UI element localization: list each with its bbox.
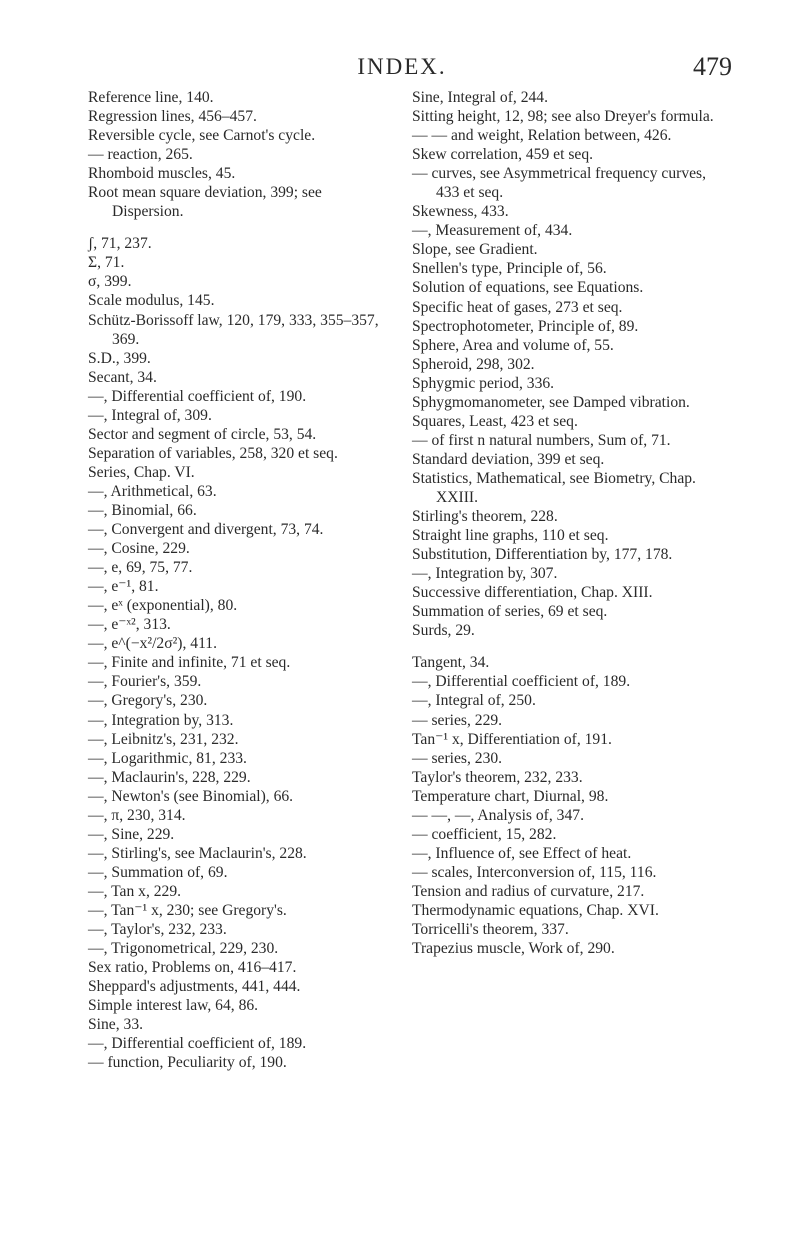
index-entry: Slope, see Gradient. bbox=[412, 241, 538, 259]
index-entry: Skew correlation, 459 et seq. bbox=[412, 146, 594, 164]
index-entry: Scale modulus, 145. bbox=[88, 292, 215, 310]
index-entry: Simple interest law, 64, 86. bbox=[88, 997, 259, 1015]
index-entry: — series, 229. bbox=[412, 711, 503, 729]
index-entry: —, Integral of, 309. bbox=[88, 406, 212, 424]
index-entry: Solution of equations, see Equations. bbox=[412, 279, 644, 297]
index-entry: Sphygmic period, 336. bbox=[412, 374, 555, 392]
index-entry: Sector and segment of circle, 53, 54. bbox=[88, 425, 317, 443]
index-entry: Specific heat of gases, 273 et seq. bbox=[412, 298, 623, 316]
index-entry: —, Integral of, 250. bbox=[412, 692, 536, 710]
index-entry: —, Convergent and divergent, 73, 74. bbox=[88, 521, 324, 539]
index-entry: Snellen's type, Principle of, 56. bbox=[412, 260, 607, 278]
index-entry: — — and weight, Relation between, 426. bbox=[412, 127, 672, 145]
index-entry: Root mean square deviation, 399; see Dispersion. bbox=[88, 184, 322, 221]
page-header bbox=[72, 52, 732, 84]
index-entry: Stirling's theorem, 228. bbox=[412, 508, 558, 526]
index-entry: Tension and radius of curvature, 217. bbox=[412, 882, 645, 900]
index-entry: —, Taylor's, 232, 233. bbox=[88, 921, 227, 939]
index-entry: Squares, Least, 423 et seq. bbox=[412, 412, 578, 430]
index-entry: —, Stirling's, see Maclaurin's, 228. bbox=[88, 844, 307, 862]
index-entry: — series, 230. bbox=[412, 749, 503, 767]
index-entry: —, Logarithmic, 81, 233. bbox=[88, 749, 247, 767]
index-entry: —, Differential coefficient of, 190. bbox=[88, 387, 307, 405]
index-entry: —, Integration by, 307. bbox=[412, 565, 558, 583]
index-entry: Reference line, 140. bbox=[88, 89, 214, 106]
index-entry: Separation of variables, 258, 320 et seq. bbox=[88, 444, 338, 462]
index-entry: —, Maclaurin's, 228, 229. bbox=[88, 768, 251, 786]
index-entry: —, Leibnitz's, 231, 232. bbox=[88, 730, 239, 748]
index-entry: Regression lines, 456–457. bbox=[88, 108, 257, 126]
index-entry: — scales, Interconversion of, 115, 116. bbox=[412, 863, 657, 881]
index-entry: Sex ratio, Problems on, 416–417. bbox=[88, 959, 297, 977]
index-entry: — reaction, 265. bbox=[88, 146, 193, 164]
index-entry: —, Tan x, 229. bbox=[88, 882, 182, 900]
index-entry: Σ, 71. bbox=[88, 254, 125, 272]
index-entry: —, Differential coefficient of, 189. bbox=[412, 673, 631, 691]
section-gap bbox=[88, 221, 388, 234]
index-column-right bbox=[412, 88, 732, 958]
index-entry: — curves, see Asymmetrical frequency curves, 433 et seq. bbox=[412, 165, 707, 202]
index-entry: —, e⁻¹, 81. bbox=[88, 578, 159, 596]
index-entry: Sitting height, 12, 98; see also Dreyer's formula. bbox=[412, 108, 714, 126]
index-entry: —, Fourier's, 359. bbox=[88, 673, 202, 691]
index-entry: —, e^(−x²/2σ²), 411. bbox=[88, 635, 217, 653]
index-entry: —, Influence of, see Effect of heat. bbox=[412, 844, 632, 862]
index-entry: —, eˣ (exponential), 80. bbox=[88, 597, 238, 615]
index-entry: Secant, 34. bbox=[88, 368, 157, 386]
index-entry: Successive differentiation, Chap. XIII. bbox=[412, 584, 653, 602]
index-entry: —, Binomial, 66. bbox=[88, 501, 197, 519]
index-entry: Tan⁻¹ x, Differentiation of, 191. bbox=[412, 730, 612, 748]
index-entry: Statistics, Mathematical, see Biometry, Chap. XXIII. bbox=[412, 469, 696, 506]
index-entry: Trapezius muscle, Work of, 290. bbox=[412, 940, 615, 958]
index-entry: Standard deviation, 399 et seq. bbox=[412, 450, 605, 468]
index-entry: Rhomboid muscles, 45. bbox=[88, 165, 236, 183]
index-entry: —, π, 230, 314. bbox=[88, 806, 186, 824]
index-entry: Schütz-Borissoff law, 120, 179, 333, 355–357, 369. bbox=[88, 311, 379, 348]
index-entry: Series, Chap. VI. bbox=[88, 463, 195, 481]
index-entry: —, e⁻ˣ², 313. bbox=[88, 616, 171, 634]
index-entry: Surds, 29. bbox=[412, 622, 475, 640]
index-entry: — —, —, Analysis of, 347. bbox=[412, 806, 584, 824]
index-entry: —, Differential coefficient of, 189. bbox=[88, 1035, 307, 1053]
index-entry: Taylor's theorem, 232, 233. bbox=[412, 768, 583, 786]
index-entry: Torricelli's theorem, 337. bbox=[412, 921, 569, 939]
running-title: INDEX. bbox=[357, 54, 447, 79]
index-entry: Tangent, 34. bbox=[412, 654, 490, 672]
index-entry: Thermodynamic equations, Chap. XVI. bbox=[412, 901, 659, 919]
index-entry: —, Trigonometrical, 229, 230. bbox=[88, 940, 279, 958]
index-entry: — coefficient, 15, 282. bbox=[412, 825, 557, 843]
page-number: 479 bbox=[693, 52, 732, 81]
index-entry: — of first n natural numbers, Sum of, 71. bbox=[412, 431, 671, 449]
index-entry: S.D., 399. bbox=[88, 349, 151, 367]
index-entry: —, Tan⁻¹ x, 230; see Gregory's. bbox=[88, 901, 287, 919]
index-entry: Sine, 33. bbox=[88, 1016, 144, 1034]
index-entry: Spectrophotometer, Principle of, 89. bbox=[412, 317, 639, 335]
index-column-left bbox=[88, 88, 388, 1072]
index-entry: Spheroid, 298, 302. bbox=[412, 355, 535, 373]
index-entry: —, Arithmetical, 63. bbox=[88, 482, 217, 500]
index-entry: —, Summation of, 69. bbox=[88, 863, 228, 881]
index-entry: —, Newton's (see Binomial), 66. bbox=[88, 787, 294, 805]
index-entry: Sphygmomanometer, see Damped vibration. bbox=[412, 393, 690, 411]
index-entry: —, Integration by, 313. bbox=[88, 711, 234, 729]
index-entry: —, Measurement of, 434. bbox=[412, 222, 573, 240]
index-entry: —, Cosine, 229. bbox=[88, 540, 190, 558]
index-entry: Substitution, Differentiation by, 177, 178. bbox=[412, 546, 673, 564]
index-entry: —, e, 69, 75, 77. bbox=[88, 559, 193, 577]
index-entry: Summation of series, 69 et seq. bbox=[412, 603, 608, 621]
index-entry: Sheppard's adjustments, 441, 444. bbox=[88, 978, 301, 996]
index-entry: ʃ, 71, 237. bbox=[88, 235, 152, 253]
index-entry: Sine, Integral of, 244. bbox=[412, 89, 548, 106]
index-entry: — function, Peculiarity of, 190. bbox=[88, 1054, 287, 1072]
index-entry: Sphere, Area and volume of, 55. bbox=[412, 336, 614, 354]
index-entry: Reversible cycle, see Carnot's cycle. bbox=[88, 127, 316, 145]
index-entry: —, Finite and infinite, 71 et seq. bbox=[88, 654, 291, 672]
index-entry: Temperature chart, Diurnal, 98. bbox=[412, 787, 609, 805]
index-entry: σ, 399. bbox=[88, 273, 132, 291]
index-entry: Straight line graphs, 110 et seq. bbox=[412, 527, 609, 545]
index-entry: —, Gregory's, 230. bbox=[88, 692, 208, 710]
section-gap bbox=[412, 640, 732, 653]
index-entry: —, Sine, 229. bbox=[88, 825, 175, 843]
index-entry: Skewness, 433. bbox=[412, 203, 509, 221]
